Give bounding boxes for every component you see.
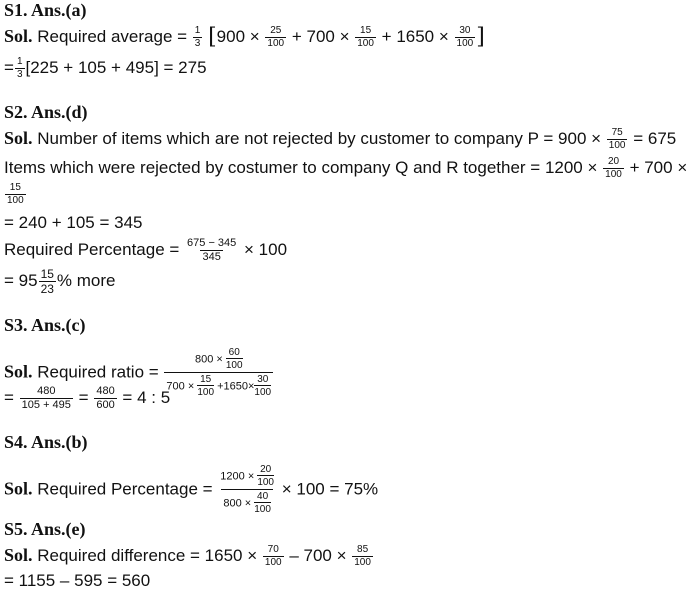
- fraction: $\frac{675 - 345}{345}$: [187, 237, 237, 263]
- equals: =: [78, 387, 89, 407]
- s5-solution-line-2: = 1155 – 595 = 560: [4, 571, 151, 590]
- s5-text-mid: – 700 ×: [289, 546, 347, 565]
- s2-text-5-end: % more: [56, 270, 116, 290]
- s2-text: Number of items which are not rejected by customer to company P = 900 ×: [37, 129, 602, 148]
- fraction: $\frac{30}{100}$: [456, 25, 474, 50]
- equals: =: [4, 57, 14, 77]
- sol-label: Sol.: [4, 128, 33, 148]
- fraction: $\frac{480}{600}$: [96, 385, 115, 411]
- s2-solution-line-1: [4, 128, 676, 151]
- s4-result: × 100 = 75%: [281, 479, 379, 499]
- fraction: $\frac{15}{100}$: [7, 182, 24, 206]
- fraction: $\frac{480}{105 + 495}$: [21, 385, 71, 411]
- s1-term-b: + 700 ×: [291, 27, 350, 46]
- s2-wrapped-fraction: [4, 183, 27, 206]
- s2-mixed-whole: = 95: [4, 270, 38, 290]
- s5-solution-line-1: [4, 545, 374, 568]
- s2-result-p: = 675: [633, 129, 677, 148]
- s5-text: Required difference = 1650 ×: [37, 546, 258, 565]
- sol-label: Sol.: [4, 545, 33, 565]
- s1-solution-line-1: [4, 26, 485, 49]
- bracket-open: [: [208, 24, 217, 50]
- s3-result: = 4 : 5: [122, 387, 171, 407]
- s1-heading: S1. Ans.(a): [4, 0, 87, 20]
- equals: =: [4, 387, 14, 407]
- s2-text-4-end: × 100: [244, 239, 288, 259]
- fraction: $\frac{70}{100}$: [264, 544, 282, 569]
- s2-text-2: Items which were rejected by costumer to company Q and R together = 1200 ×: [4, 157, 598, 177]
- s1-term-c: + 1650 ×: [381, 27, 449, 46]
- complex-fraction: 1200 × $\frac{20}{100}$ 800 × $\frac{40}{100}$: [220, 464, 274, 515]
- s2-solution-line-4: [4, 238, 287, 263]
- complex-fraction: 800 × $\frac{60}{100}$ 700 × $\frac{15}{100}$ +1650× $\frac{30}{100}$: [166, 347, 272, 398]
- s1-term-a: 900 ×: [216, 27, 260, 46]
- fraction: $\frac{1}{3}$: [194, 25, 201, 50]
- fraction: $\frac{25}{100}$: [267, 25, 285, 50]
- s1-solution-line-2: [4, 57, 207, 80]
- s2-heading: S2. Ans.(d): [4, 102, 88, 122]
- fraction: $\frac{1}{3}$: [16, 56, 23, 80]
- s1-text: Required average =: [37, 27, 188, 46]
- fraction: $\frac{20}{100}$: [605, 156, 622, 180]
- fraction: $\frac{75}{100}$: [608, 127, 626, 152]
- s4-text: Required Percentage =: [37, 479, 213, 499]
- s2-text-4: Required Percentage =: [4, 239, 180, 259]
- s2-solution-line-3: = 240 + 105 = 345: [4, 213, 143, 232]
- bracket-close: ]: [476, 24, 485, 50]
- s2-text-2-end: + 700 ×: [629, 157, 688, 177]
- fraction: $\frac{15}{100}$: [357, 25, 374, 50]
- sol-label: Sol.: [4, 478, 33, 499]
- s4-solution-line-1: [4, 465, 378, 515]
- sol-label: Sol.: [4, 361, 33, 382]
- s3-solution-line-2: [4, 386, 170, 411]
- s1-result: [225 + 105 + 495] = 275: [25, 57, 207, 77]
- s2-solution-line-2: [4, 157, 687, 180]
- fraction: $\frac{15}{23}$: [40, 267, 54, 296]
- s5-heading: S5. Ans.(e): [4, 519, 86, 539]
- s3-heading: S3. Ans.(c): [4, 315, 86, 335]
- s3-text: Required ratio =: [37, 362, 159, 382]
- sol-label: Sol.: [4, 26, 33, 46]
- s4-heading: S4. Ans.(b): [4, 432, 88, 452]
- s2-solution-line-5: [4, 268, 116, 295]
- fraction: $\frac{85}{100}$: [354, 544, 371, 569]
